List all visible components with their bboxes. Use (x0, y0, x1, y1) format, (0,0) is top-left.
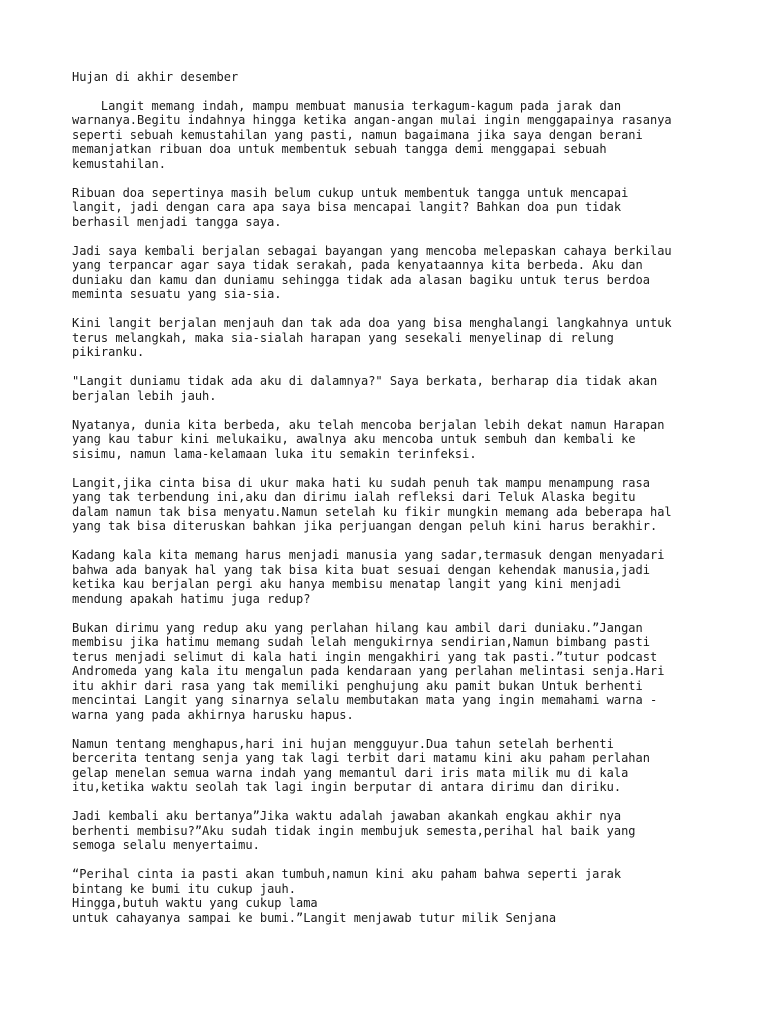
paragraph: Langit memang indah, mampu membuat manusia terkagum-kagum pada jarak dan warnanya.Begitu indahnya hingga ketika angan-angan mulai ingin menggapainya rasanya seperti sebuah kemustahilan yang pasti, namun bagaimana jika saya dengan berani memanjatkan ribuan doa untuk membentuk sebuah tangga demi menggapai sebuah kemustahilan. (72, 98, 672, 171)
paragraph: Bukan dirimu yang redup aku yang perlahan hilang kau ambil dari duniaku.”Jangan membisu jika hatimu memang sudah lelah mengukirnya sendirian,Namun bimbang pasti terus menjadi selimut di kala hati ingin mengakhiri yang tak pasti.”tutur podcast Andromeda yang kala itu mengalun pada kendaraan yang perlahan melintasi senja.Hari itu akhir dari rasa yang tak memiliki penghujung aku pamit bukan Untuk berhenti mencintai Langit yang sinarnya selalu membutakan mata yang ingin memahami warna - warna yang pada akhirnya harusku hapus. (72, 620, 665, 722)
paragraph: Jadi kembali aku bertanya”Jika waktu adalah jawaban akankah engkau akhir nya berhenti membisu?”Aku sudah tidak ingin membujuk semesta,perihal hal baik yang semoga selalu menyertaimu. (72, 809, 636, 852)
paragraph: “Perihal cinta ia pasti akan tumbuh,namun kini aku paham bahwa seperti jarak bintang ke bumi itu cukup jauh. Hingga,butuh waktu yang cukup lama untuk cahayanya sampai ke bumi.”Langit menjawab tutur milik Senjana (72, 867, 622, 925)
paragraph: Langit,jika cinta bisa di ukur maka hati ku sudah penuh tak mampu menampung rasa yang tak terbendung ini,aku dan dirimu ialah refleksi dari Teluk Alaska begitu dalam namun tak bisa menyatu.Namun setelah ku fikir mungkin memang ada beberapa hal yang tak bisa diteruskan bahkan jika perjuangan dengan peluh kini harus berakhir. (72, 475, 672, 533)
document-page (72, 70, 712, 940)
paragraph: Kini langit berjalan menjauh dan tak ada doa yang bisa menghalangi langkahnya untuk terus melangkah, maka sia-sialah harapan yang sesekali menyelinap di relung pikiranku. (72, 316, 672, 359)
paragraph: Jadi saya kembali berjalan sebagai bayangan yang mencoba melepaskan cahaya berkilau yang terpancar agar saya tidak serakah, pada kenyataannya kita berbeda. Aku dan duniaku dan kamu dan duniamu sehingga tidak ada alasan bagiku untuk terus berdoa meminta sesuatu yang sia-sia. (72, 243, 672, 301)
paragraph: "Langit duniamu tidak ada aku di dalamnya?" Saya berkata, berharap dia tidak akan berjalan lebih jauh. (72, 374, 658, 403)
paragraph: Ribuan doa sepertinya masih belum cukup untuk membentuk tangga untuk mencapai langit, jadi dengan cara apa saya bisa mencapai langit? Bahkan doa pun tidak berhasil menjadi tangga saya. (72, 185, 629, 229)
paragraph: Namun tentang menghapus,hari ini hujan mengguyur.Dua tahun setelah berhenti bercerita tentang senja yang tak lagi terbit dari matamu kini aku paham perlahan gelap menelan semua warna indah yang memantul dari iris mata milik mu di kala itu,ketika waktu seolah tak lagi ingin berputar di antara dirimu dan diriku. (72, 736, 650, 794)
document-title: Hujan di akhir desember (72, 70, 239, 84)
paragraph: Nyatanya, dunia kita berbeda, aku telah mencoba berjalan lebih dekat namun Harapan yang kau tabur kini melukaiku, awalnya aku mencoba untuk sembuh dan kembali ke sisimu, namun lama-kelamaan luka itu semakin terinfeksi. (72, 417, 665, 461)
paragraph: Kadang kala kita memang harus menjadi manusia yang sadar,termasuk dengan menyadari bahwa ada banyak hal yang tak bisa kita buat sesuai dengan kehendak manusia,jadi ketika kau berjalan pergi aku hanya membisu menatap langit yang kini menjadi mendung apakah hatimu juga redup? (72, 548, 665, 606)
